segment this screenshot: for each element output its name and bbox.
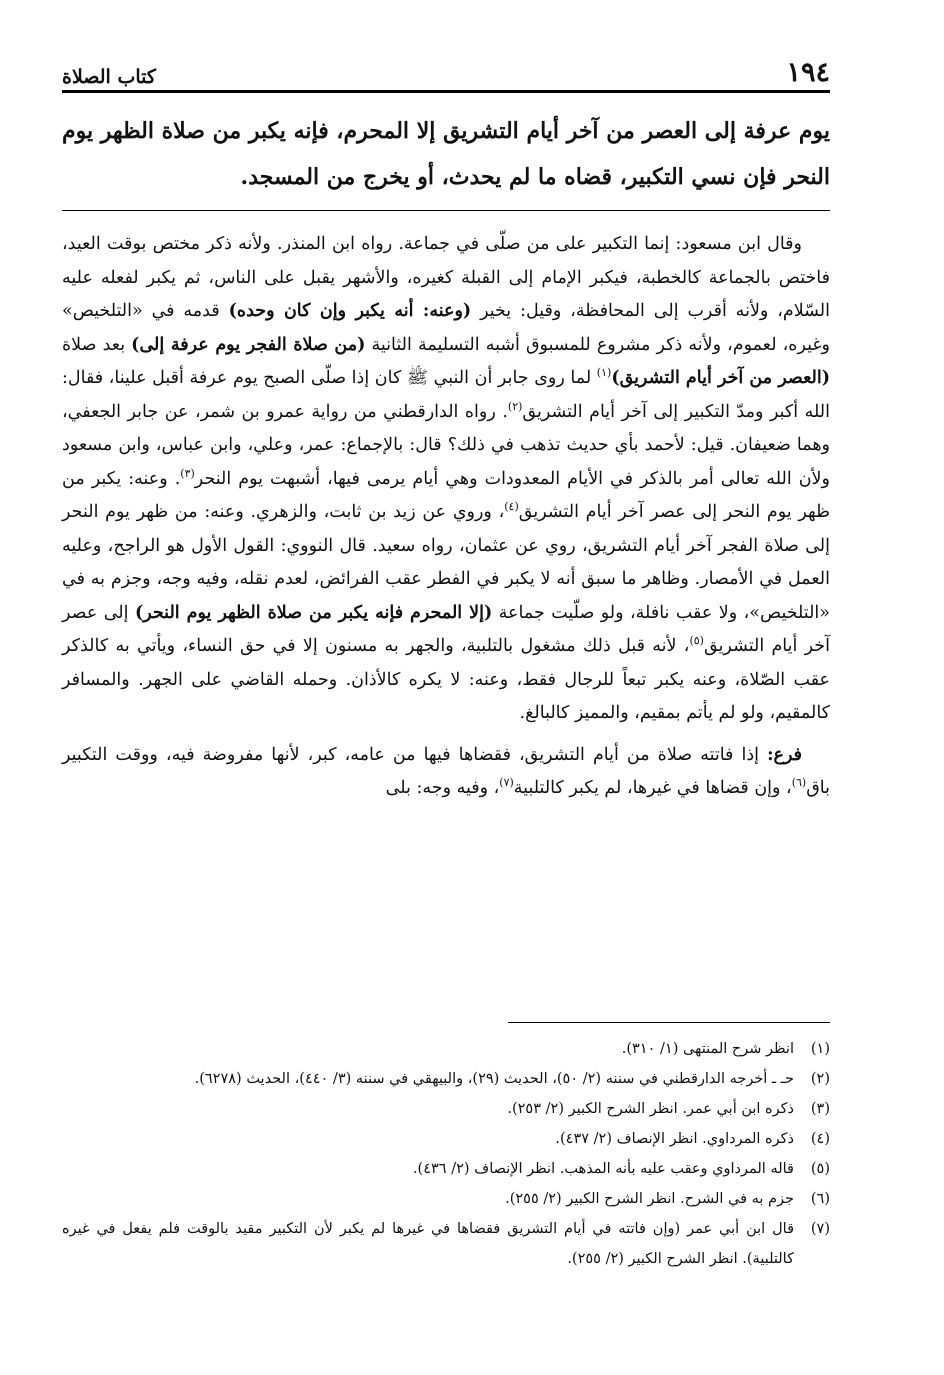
footnote-ref: (٦) xyxy=(791,776,807,790)
footnote-ref: (٢) xyxy=(507,399,523,413)
footnote-number: (٦) xyxy=(810,1191,830,1207)
footnote-number: (٧) xyxy=(810,1221,830,1237)
footnote xyxy=(62,1064,830,1094)
running-title: كتاب الصلاة xyxy=(62,66,156,88)
footnote-ref: (٤) xyxy=(504,500,519,514)
footnote xyxy=(62,1034,830,1064)
footnote-number: (٥) xyxy=(810,1161,830,1177)
footnote-number: (٣) xyxy=(810,1101,830,1117)
footnote-text: ذكره ابن أبي عمر. انظر الشرح الكبير (٢/ ٢٥٣). xyxy=(507,1101,794,1117)
matn-text: يوم عرفة إلى العصر من آخر أيام التشريق إلا المحرم، فإنه يكبر من صلاة الظهر يوم النحر فإن نسي التكبير، قضاه ما لم يحدث، أو يخرج من المسجد. xyxy=(62,118,830,190)
footnote-ref: (٥) xyxy=(689,634,704,648)
footnotes xyxy=(62,1034,830,1274)
footnote-text: قاله المرداوي وعقب عليه بأنه المذهب. انظر الإنصاف (٢/ ٤٣٦). xyxy=(412,1161,794,1177)
quoted-matn: (إلا المحرم فإنه يكبر من صلاة الظهر يوم النحر) xyxy=(134,602,493,623)
page-header xyxy=(62,52,830,88)
footnote-number: (٢) xyxy=(810,1071,830,1087)
footnote-text: جزم به في الشرح. انظر الشرح الكبير (٢/ ٢٥٥). xyxy=(505,1191,794,1207)
footnote-ref: (٣) xyxy=(180,466,195,480)
footnote-text: حـ ـ أخرجه الدارقطني في سننه (٢/ ٥٠)، الحديث (٢٩)، والبيهقي في سننه (٣/ ٤٤٠)، الحديث (٦٢٧٨). xyxy=(194,1071,794,1087)
footnote-ref: (١) xyxy=(596,366,612,380)
footnote-number: (١) xyxy=(810,1041,830,1057)
commentary xyxy=(62,228,830,806)
footnote-text: انظر شرح المنتهى (١/ ٣١٠). xyxy=(621,1041,794,1057)
footnote xyxy=(62,1214,830,1274)
quoted-matn: (العصر من آخر أيام التشريق) xyxy=(611,368,831,388)
footnote-separator xyxy=(508,1022,830,1023)
footnote-text: قال ابن أبي عمر (وإن فاتته في أيام التشريق فقضاها في غيرها لم يكبر لأن التكبير مقيد بالوقت فلم يفعل في غيره كالتلبية). انظر الشرح الكبير (٢/ ٢٥٥). xyxy=(62,1221,794,1267)
footnote xyxy=(62,1094,830,1124)
footnote-number: (٤) xyxy=(810,1131,830,1147)
commentary-paragraph-1: وقال ابن مسعود: إنما التكبير على من صلّى في جماعة. رواه ابن المنذر. ولأنه ذكر مختص بوقت العيد، فاختص بالجماعة كالخطبة، فيكبر الإمام إلى القبلة كغيره، والأشهر يقبل على الناس، ثم يكبر لفعله عليه السّلام، ولأنه أقرب إلى المحافظة، وقيل: يخير (وعنه: أنه يكبر وإن كان وحده) قدمه في «التلخيص» وغيره، لعموم، ولأنه ذكر مشروع للمسبوق أشبه التسليمة الثانية (من صلاة الفجر يوم عرفة إلى) بعد صلاة (العصر من آخر أيام التشريق)$^{(١)}$ لما روى جابر أن النبي ﷺ كان إذا صلّى الصبح يوم عرفة أقبل علينا، فقال: الله أكبر ومدّ التكبير إلى آخر أيام التشريق$^{(٢)}$. رواه الدارقطني من رواية عمرو بن شمر، عن جابر الجعفي، وهما ضعيفان. قيل: لأحمد بأي حديث تذهب في ذلك؟ قال: بالإجماع: عمر، وعلي، وابن عباس، وابن مسعود ولأن الله تعالى أمر بالذكر في الأيام المعدودات وهي أيام يرمى فيها، أشبهت يوم النحر$^{(٣)}$. وعنه: يكبر من ظهر يوم النحر إلى عصر آخر أيام التشريق$^{(٤)}$، وروي عن زيد بن ثابت، والزهري. وعنه: من ظهر يوم النحر إلى صلاة الفجر آخر أيام التشريق، روي عن عثمان، رواه سعيد. قال النووي: القول الأول هو الراجح، وعليه العمل في الأمصار. وظاهر ما سبق أنه لا يكبر في الفطر عقب الفرائض، لعدم نقله، وفيه وجه، وجزم به في «التلخيص»، ولا عقب نافلة، ولو صلّيت جماعة (إلا المحرم فإنه يكبر من صلاة الظهر يوم النحر) إلى عصر آخر أيام التشريق$^{(٥)}$، لأنه قبل ذلك مشغول بالتلبية، والجهر به مسنون إلا في حق النساء، ويأتي به كالذكر عقب الصّلاة، وعنه يكبر تبعاً للرجال فقط، وعنه: لا يكره كالأذان. وحمله القاضي على الجهر. والمسافر كالمقيم، ولو لم يأتم بمقيم، والمميز كالبالغ. xyxy=(62,234,831,723)
matn-separator xyxy=(62,210,830,211)
quoted-matn: (من صلاة الفجر يوم عرفة إلى) xyxy=(131,334,366,355)
footnote xyxy=(62,1154,830,1184)
footnote-ref: (٧) xyxy=(499,776,514,790)
page-number: ١٩٤ xyxy=(786,57,830,88)
header-rule xyxy=(62,90,830,93)
quoted-matn: (وعنه: أنه يكبر وإن كان وحده) xyxy=(228,301,472,321)
footnote-text: ذكره المرداوي. انظر الإنصاف (٢/ ٤٣٧). xyxy=(555,1131,794,1147)
footnote xyxy=(62,1124,830,1154)
far-label: فرع: xyxy=(767,744,802,765)
commentary-paragraph-2: فرع: إذا فاتته صلاة من أيام التشريق، فقضاها فيها من عامه، كبر، لأنها مفروضة فيه، ووقت التكبير باق$^{(٦)}$، وإن قضاها في غيرها، لم يكبر كالتلبية$^{(٧)}$، وفيه وجه: بلى xyxy=(62,744,830,798)
footnote xyxy=(62,1184,830,1214)
